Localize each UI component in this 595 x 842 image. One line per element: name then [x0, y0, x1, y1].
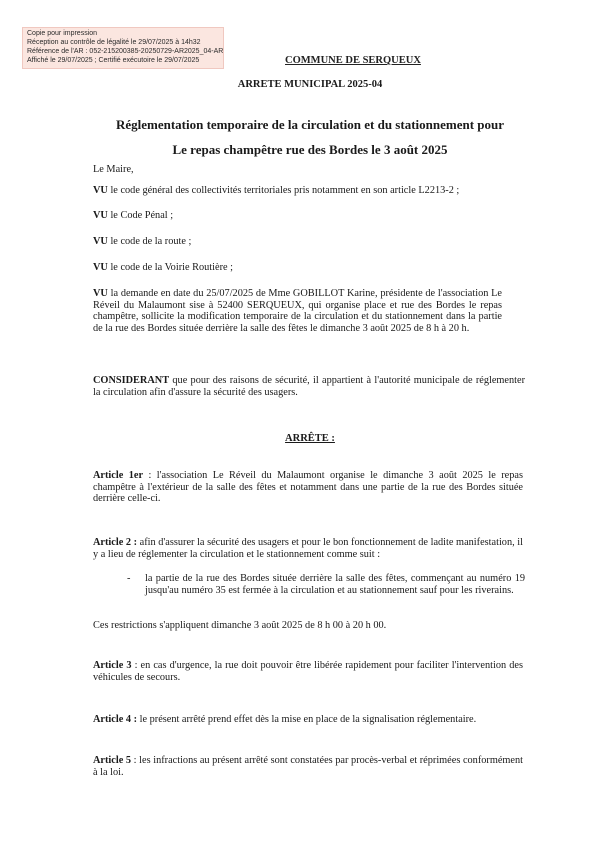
article-text: afin d'assurer la sécurité des usagers et pour le bon fonctionnement de ladite manifestation, il y a lieu de réglementer la circulation et le stationnement comme suit :	[93, 537, 523, 560]
document-title-line1: Réglementation temporaire de la circulation et du stationnement pour	[115, 117, 505, 132]
vu-text: le code de la route ;	[107, 236, 192, 247]
bullet-dash: -	[127, 573, 131, 584]
vu-text: le code général des collectivités territoriales pris notamment en son article L2213-2 ;	[107, 185, 460, 196]
vu-paragraph	[93, 288, 502, 334]
vu-label: VU	[93, 185, 108, 196]
stamp-line: Affiché le 29/07/2025 ; Certifié exécutoire le 29/07/2025	[27, 57, 200, 64]
vu-paragraph	[93, 236, 191, 248]
article-text: : en cas d'urgence, la rue doit pouvoir être libérée rapidement pour faciliter l'intervention des véhicules de secours.	[93, 660, 523, 683]
considerant-paragraph	[93, 375, 525, 398]
article-2-restriction: Ces restrictions s'appliquent dimanche 3 août 2025 de 8 h 00 à 20 h 00.	[93, 620, 387, 631]
commune-name: COMMUNE DE SERQUEUX	[285, 55, 421, 66]
stamp-line: Copie pour impression	[27, 30, 98, 37]
vu-paragraph	[93, 210, 173, 222]
considerant-text: que pour des raisons de sécurité, il appartient à l'autorité municipale de réglementer la circulation afin d'assure la sécurité des usagers.	[93, 375, 525, 398]
considerant-label: CONSIDERANT	[93, 375, 170, 386]
article-label: Article 3	[93, 660, 132, 671]
vu-label: VU	[93, 236, 108, 247]
article-label: Article 4 :	[93, 714, 138, 725]
article-label: Article 2 :	[93, 537, 138, 548]
vu-text: le Code Pénal ;	[107, 210, 174, 221]
vu-paragraph	[93, 262, 233, 274]
vu-label: VU	[93, 262, 108, 273]
article-label: Article 1er	[93, 470, 144, 481]
vu-text: la demande en date du 25/07/2025 de Mme GOBILLOT Karine, présidente de l'association Le Réveil du Malaumont sise à 52400 SERQUEUX, qui organise place et rue des Bordes le repas champêtre, sollicite la modification temporaire de la circulation et du stationnement dans la partie de la rue des Bordes située derrière la salle des fêtes le dimanche 3 août 2025 de 8 h à 20 h.	[93, 288, 502, 334]
article-2	[93, 537, 523, 560]
stamp-line: Réception au contrôle de légalité le 29/07/2025 à 14h32	[27, 39, 201, 46]
article-text: : les infractions au présent arrêté sont constatées par procès-verbal et réprimées conformément à la loi.	[93, 755, 523, 778]
document-title-line2: Le repas champêtre rue des Bordes le 3 août 2025	[172, 142, 448, 157]
article-text: le présent arrêté prend effet dès la mise en place de la signalisation réglementaire.	[137, 714, 477, 725]
transmission-stamp	[22, 27, 224, 69]
article-2-bullet: la partie de la rue des Bordes située derrière la salle des fêtes, commençant au numéro 19 jusqu'au numéro 35 est fermée à la circulation et au stationnement sauf pour les riverains.	[145, 573, 525, 596]
vu-text: le code de la Voirie Routière ;	[107, 262, 234, 273]
article-label: Article 5	[93, 755, 132, 766]
arrete-number: ARRETE MUNICIPAL 2025-04	[237, 79, 383, 90]
article-1	[93, 470, 523, 505]
vu-label: VU	[93, 210, 108, 221]
article-3	[93, 660, 523, 683]
article-4	[93, 714, 533, 726]
arrete-heading: ARRÊTE :	[285, 433, 335, 444]
maire-line: Le Maire,	[93, 164, 134, 175]
article-5	[93, 755, 523, 778]
article-text: : l'association Le Réveil du Malaumont organise le dimanche 3 août 2025 le repas champêtre à l'extérieur de la salle des fêtes et notamment dans une partie de la rue des Bordes située derrière celle-ci.	[93, 470, 523, 504]
vu-paragraph	[93, 185, 523, 197]
stamp-line: Référence de l'AR : 052-215200385-20250729-AR2025_04-AR	[27, 48, 224, 55]
vu-label: VU	[93, 288, 108, 299]
